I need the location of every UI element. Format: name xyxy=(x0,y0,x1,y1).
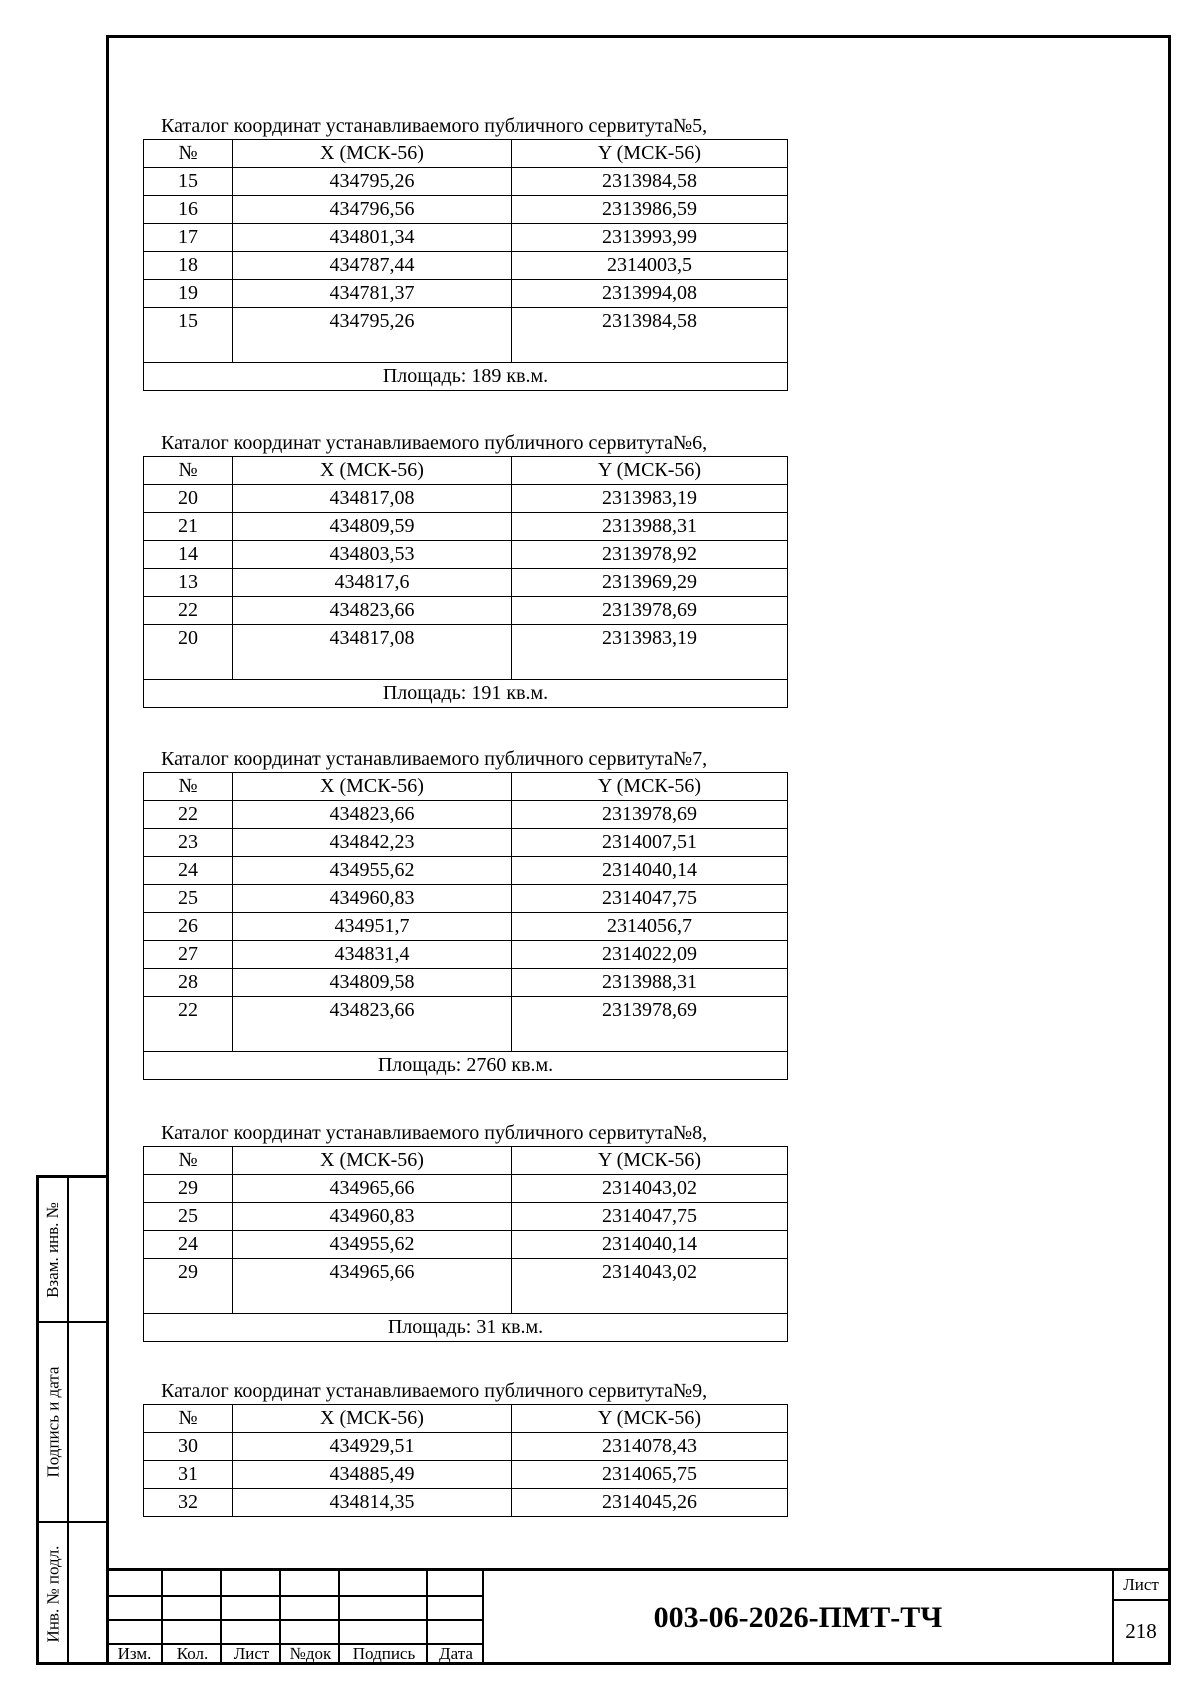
cell-y: 2313994,08 xyxy=(512,280,788,308)
cell-num: 14 xyxy=(144,541,233,569)
cell-num: 19 xyxy=(144,280,233,308)
side-label-inv: Инв. № подл. xyxy=(43,1545,62,1643)
stamp-label-ndok: №док xyxy=(289,1644,332,1663)
header-y: Y (МСК-56) xyxy=(512,457,788,485)
cell-num: 22 xyxy=(144,997,233,1052)
table-row xyxy=(144,1461,788,1489)
cell-num: 20 xyxy=(144,625,233,680)
coords-table xyxy=(143,1404,788,1517)
document-code: 003-06-2026-ПМТ-ТЧ xyxy=(484,1571,1114,1665)
cell-y: 2314043,02 xyxy=(512,1259,788,1314)
catalog-title: Каталог координат устанавливаемого публичного сервитута№5, xyxy=(161,115,708,137)
cell-y: 2313978,69 xyxy=(512,997,788,1052)
side-strip xyxy=(36,1175,106,1665)
table-row xyxy=(144,997,788,1052)
header-num: № xyxy=(144,457,233,485)
cell-num: 28 xyxy=(144,969,233,997)
table-row xyxy=(144,308,788,363)
cell-num: 29 xyxy=(144,1175,233,1203)
cell-x: 434787,44 xyxy=(233,252,512,280)
cell-y: 2313978,92 xyxy=(512,541,788,569)
cell-y: 2314043,02 xyxy=(512,1175,788,1203)
cell-x: 434831,4 xyxy=(233,941,512,969)
cell-num: 15 xyxy=(144,308,233,363)
header-y: Y (МСК-56) xyxy=(512,1405,788,1433)
cell-y: 2314056,7 xyxy=(512,913,788,941)
cell-x: 434803,53 xyxy=(233,541,512,569)
cell-y: 2314040,14 xyxy=(512,1231,788,1259)
cell-y: 2313983,19 xyxy=(512,625,788,680)
area-text: Площадь: 2760 кв.м. xyxy=(144,1052,788,1080)
catalog-6 xyxy=(143,430,793,708)
stamp-label-data: Дата xyxy=(439,1644,473,1663)
cell-num: 32 xyxy=(144,1489,233,1517)
header-y: Y (МСК-56) xyxy=(512,1147,788,1175)
catalog-9 xyxy=(143,1378,793,1517)
table-row xyxy=(144,252,788,280)
table-row xyxy=(144,1489,788,1517)
table-row xyxy=(144,829,788,857)
cell-y: 2313983,19 xyxy=(512,485,788,513)
cell-y: 2314047,75 xyxy=(512,1203,788,1231)
table-header-row xyxy=(144,1147,788,1175)
table-row xyxy=(144,1203,788,1231)
cell-x: 434801,34 xyxy=(233,224,512,252)
header-num: № xyxy=(144,1147,233,1175)
catalog-title: Каталог координат устанавливаемого публичного сервитута№7, xyxy=(161,748,708,770)
cell-x: 434929,51 xyxy=(233,1433,512,1461)
coords-table xyxy=(143,1146,788,1342)
cell-num: 24 xyxy=(144,1231,233,1259)
header-x: X (МСК-56) xyxy=(233,773,512,801)
area-row xyxy=(144,1314,788,1342)
cell-y: 2313984,58 xyxy=(512,308,788,363)
header-x: X (МСК-56) xyxy=(233,1147,512,1175)
table-row xyxy=(144,541,788,569)
cell-num: 31 xyxy=(144,1461,233,1489)
table-header-row xyxy=(144,457,788,485)
header-x: X (МСК-56) xyxy=(233,457,512,485)
cell-x: 434823,66 xyxy=(233,997,512,1052)
cell-num: 30 xyxy=(144,1433,233,1461)
side-cell-vzam xyxy=(39,1178,106,1323)
table-header-row xyxy=(144,140,788,168)
sheet-box xyxy=(1114,1571,1168,1665)
side-label-podpis: Подпись и дата xyxy=(43,1366,62,1478)
cell-y: 2313988,31 xyxy=(512,513,788,541)
table-row xyxy=(144,801,788,829)
cell-x: 434809,58 xyxy=(233,969,512,997)
cell-y: 2313988,31 xyxy=(512,969,788,997)
table-row xyxy=(144,857,788,885)
cell-num: 26 xyxy=(144,913,233,941)
table-row xyxy=(144,280,788,308)
table-row xyxy=(144,597,788,625)
sheet-number: 218 xyxy=(1125,1619,1157,1643)
cell-num: 29 xyxy=(144,1259,233,1314)
cell-x: 434965,66 xyxy=(233,1175,512,1203)
cell-x: 434955,62 xyxy=(233,1231,512,1259)
cell-y: 2313969,29 xyxy=(512,569,788,597)
side-label-vzam: Взам. инв. № xyxy=(43,1201,62,1298)
header-y: Y (МСК-56) xyxy=(512,773,788,801)
cell-y: 2313978,69 xyxy=(512,801,788,829)
cell-num: 18 xyxy=(144,252,233,280)
cell-y: 2314078,43 xyxy=(512,1433,788,1461)
table-row xyxy=(144,885,788,913)
cell-num: 13 xyxy=(144,569,233,597)
cell-x: 434817,08 xyxy=(233,485,512,513)
cell-num: 23 xyxy=(144,829,233,857)
stamp-grid xyxy=(106,1571,484,1665)
catalog-5 xyxy=(143,113,793,391)
header-num: № xyxy=(144,1405,233,1433)
area-text: Площадь: 31 кв.м. xyxy=(144,1314,788,1342)
cell-x: 434809,59 xyxy=(233,513,512,541)
area-row xyxy=(144,1052,788,1080)
cell-num: 15 xyxy=(144,168,233,196)
cell-x: 434795,26 xyxy=(233,308,512,363)
cell-y: 2314007,51 xyxy=(512,829,788,857)
table-row xyxy=(144,196,788,224)
cell-x: 434842,23 xyxy=(233,829,512,857)
cell-x: 434955,62 xyxy=(233,857,512,885)
table-row xyxy=(144,1433,788,1461)
header-num: № xyxy=(144,773,233,801)
area-row xyxy=(144,363,788,391)
table-row xyxy=(144,1259,788,1314)
area-text: Площадь: 189 кв.м. xyxy=(144,363,788,391)
cell-y: 2313993,99 xyxy=(512,224,788,252)
cell-x: 434823,66 xyxy=(233,801,512,829)
cell-x: 434823,66 xyxy=(233,597,512,625)
stamp-label-podpis: Подпись xyxy=(352,1644,416,1663)
cell-x: 434814,35 xyxy=(233,1489,512,1517)
side-cell-podpis xyxy=(39,1323,106,1523)
cell-num: 25 xyxy=(144,1203,233,1231)
table-row xyxy=(144,1231,788,1259)
cell-y: 2313986,59 xyxy=(512,196,788,224)
cell-num: 16 xyxy=(144,196,233,224)
cell-x: 434960,83 xyxy=(233,885,512,913)
coords-table xyxy=(143,139,788,391)
cell-y: 2314022,09 xyxy=(512,941,788,969)
area-row xyxy=(144,680,788,708)
cell-x: 434796,56 xyxy=(233,196,512,224)
coords-table xyxy=(143,772,788,1080)
cell-x: 434885,49 xyxy=(233,1461,512,1489)
table-row xyxy=(144,485,788,513)
cell-y: 2314045,26 xyxy=(512,1489,788,1517)
header-y: Y (МСК-56) xyxy=(512,140,788,168)
coords-table xyxy=(143,456,788,708)
cell-y: 2314003,5 xyxy=(512,252,788,280)
cell-x: 434817,6 xyxy=(233,569,512,597)
sheet-label: Лист xyxy=(1114,1571,1168,1601)
cell-y: 2313978,69 xyxy=(512,597,788,625)
table-row xyxy=(144,913,788,941)
cell-num: 21 xyxy=(144,513,233,541)
table-header-row xyxy=(144,1405,788,1433)
cell-x: 434965,66 xyxy=(233,1259,512,1314)
cell-x: 434951,7 xyxy=(233,913,512,941)
cell-num: 22 xyxy=(144,597,233,625)
header-num: № xyxy=(144,140,233,168)
cell-num: 22 xyxy=(144,801,233,829)
cell-num: 25 xyxy=(144,885,233,913)
cell-x: 434781,37 xyxy=(233,280,512,308)
table-row xyxy=(144,969,788,997)
cell-y: 2314065,75 xyxy=(512,1461,788,1489)
stamp-label-list: Лист xyxy=(233,1644,270,1663)
stamp-label-izm: Изм. xyxy=(117,1644,152,1663)
catalog-title: Каталог координат устанавливаемого публичного сервитута№6, xyxy=(161,432,708,454)
catalog-title: Каталог координат устанавливаемого публичного сервитута№9, xyxy=(161,1380,708,1402)
cell-num: 27 xyxy=(144,941,233,969)
table-row xyxy=(144,1175,788,1203)
cell-y: 2314040,14 xyxy=(512,857,788,885)
table-header-row xyxy=(144,773,788,801)
title-block xyxy=(106,1568,1171,1665)
header-x: X (МСК-56) xyxy=(233,140,512,168)
cell-x: 434817,08 xyxy=(233,625,512,680)
table-row xyxy=(144,625,788,680)
cell-num: 24 xyxy=(144,857,233,885)
table-row xyxy=(144,513,788,541)
catalog-7 xyxy=(143,746,793,1080)
side-cell-inv xyxy=(39,1523,106,1665)
cell-y: 2313984,58 xyxy=(512,168,788,196)
table-row xyxy=(144,941,788,969)
catalog-title: Каталог координат устанавливаемого публичного сервитута№8, xyxy=(161,1122,708,1144)
cell-x: 434795,26 xyxy=(233,168,512,196)
table-row xyxy=(144,168,788,196)
cell-x: 434960,83 xyxy=(233,1203,512,1231)
stamp-label-kol: Кол. xyxy=(176,1644,209,1663)
table-row xyxy=(144,224,788,252)
catalog-8 xyxy=(143,1120,793,1342)
cell-num: 17 xyxy=(144,224,233,252)
cell-num: 20 xyxy=(144,485,233,513)
cell-y: 2314047,75 xyxy=(512,885,788,913)
header-x: X (МСК-56) xyxy=(233,1405,512,1433)
area-text: Площадь: 191 кв.м. xyxy=(144,680,788,708)
table-row xyxy=(144,569,788,597)
